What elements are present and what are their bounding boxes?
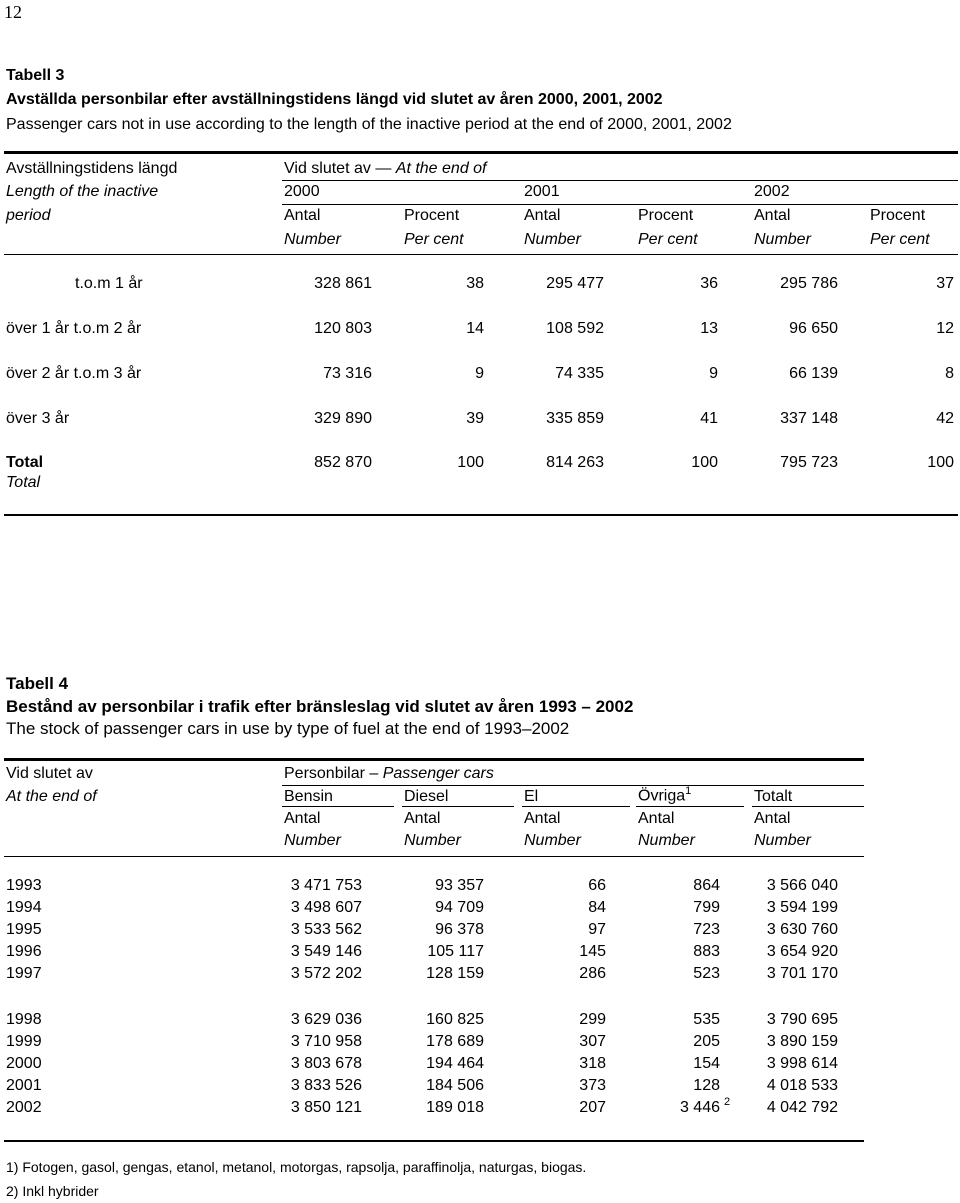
t3-antal-2002: Antal [754,207,791,224]
t4-fuel-ovriga [638,785,691,806]
t4-group-header [284,764,494,784]
table-4-title-en: The stock of passenger cars in use by type of fuel at the end of 1993–2002 [6,719,570,738]
t4-cell: 3 833 526 [290,1077,362,1094]
t3-cell: 328 861 [314,275,372,292]
t4-subrule [752,806,864,807]
t3-antal-2001: Antal [524,207,561,224]
t3-group-header [284,159,487,179]
t3-cell: 13 [700,320,718,337]
t4-cell: 723 [693,921,720,938]
t3-col1-sv: Avställningstidens längd [6,160,178,177]
t4-cell: 373 [579,1077,606,1094]
t4-cell: 3 701 170 [766,965,838,982]
t4-cell: 799 [693,899,720,916]
t4-cell: 4 042 792 [766,1099,838,1116]
t4-number: Number [404,832,461,849]
t4-cell: 3 549 146 [290,943,362,960]
t3-row-label: t.o.m 1 år [75,275,143,292]
t4-cell: 3 850 121 [290,1099,362,1116]
t4-group-en: Passenger cars [382,765,494,782]
t3-total-cell: 814 263 [546,454,604,471]
t3-percent-2001: Per cent [638,231,698,248]
t4-number: Number [284,832,341,849]
t4-cell: 864 [693,877,720,894]
t4-antal: Antal [754,810,791,827]
t4-footnote-ref-2: 2 [724,1096,731,1108]
table-3-title-en: Passenger cars not in use according to the length of the inactive period at the end of 2000, 2001, 2002 [6,116,732,133]
t3-cell: 9 [475,365,484,382]
t3-col1-en-2: period [6,207,51,224]
table-3-bottom-rule [4,514,958,516]
t4-fuel-totalt: Totalt [754,788,793,805]
t4-row-year: 1995 [6,921,42,938]
t3-row-label: över 3 år [6,410,70,427]
t3-cell: 73 316 [323,365,372,382]
t4-cell: 523 [693,965,720,982]
t4-cell: 205 [693,1033,720,1050]
footnote-2: 2) Inkl hybrider [6,1183,99,1199]
t4-cell: 3 803 678 [290,1055,362,1072]
table-3-label: Tabell 3 [6,67,65,84]
t3-cell: 14 [466,320,484,337]
t4-cell: 3 533 562 [290,921,362,938]
t3-cell: 120 803 [314,320,372,337]
t4-cell: 160 825 [426,1011,484,1028]
t3-row-label: över 2 år t.o.m 3 år [6,365,142,382]
t3-row-label: över 1 år t.o.m 2 år [6,320,142,337]
t4-antal: Antal [524,810,561,827]
t3-cell: 66 139 [789,365,838,382]
t3-col1-en: Length of the inactive [6,183,159,200]
t4-subrule [402,806,514,807]
t3-total-cell: 795 723 [780,454,838,471]
t3-year-rule [282,204,958,205]
t4-cell: 189 018 [426,1099,484,1116]
t4-cell: 3 498 607 [290,899,362,916]
t4-subrule [636,806,744,807]
t4-fuel-diesel: Diesel [404,788,449,805]
t4-cell: 154 [693,1055,720,1072]
t3-cell: 36 [700,275,718,292]
page-number: 12 [4,2,22,22]
t3-cell: 37 [936,275,954,292]
t4-number: Number [754,832,811,849]
t4-cell: 3 572 202 [290,965,362,982]
t4-cell: 883 [693,943,720,960]
t4-cell: 3 630 760 [766,921,838,938]
t4-cell: 207 [579,1099,606,1116]
t3-cell: 329 890 [314,410,372,427]
t3-cell: 41 [700,410,718,427]
t4-fuel-ovriga-label: Övriga [638,787,686,805]
t4-cell: 3 594 199 [766,899,838,916]
t4-footnote-ref-1: 1 [685,785,692,797]
t3-cell: 39 [466,410,484,427]
t4-row-year: 2000 [6,1055,42,1072]
t4-row-year: 1993 [6,877,42,894]
t3-antal-2000: Antal [284,207,321,224]
table-3-title-sv: Avställda personbilar efter avställningstidens längd vid slutet av åren 2000, 2001, 2002 [6,91,663,108]
t4-subrule [282,806,394,807]
t4-cell: 128 159 [426,965,484,982]
t3-percent-2000: Per cent [404,231,464,248]
t4-cell: 194 464 [426,1055,484,1072]
t4-row-year: 1999 [6,1033,42,1050]
t4-cell: 4 018 533 [766,1077,838,1094]
t4-fuel-bensin: Bensin [284,788,333,805]
t4-cell: 94 709 [435,899,484,916]
t3-procent-2001: Procent [638,207,694,224]
t4-cell: 318 [579,1055,606,1072]
t3-group-en: At the end of [395,160,487,177]
t3-year-2001: 2001 [524,183,560,200]
t3-year-2002: 2002 [754,183,790,200]
t3-cell: 295 786 [780,275,838,292]
t4-cell: 3 710 958 [290,1033,362,1050]
t4-cell: 299 [579,1011,606,1028]
t4-cell: 96 378 [435,921,484,938]
t3-total-cell: 100 [457,454,484,471]
t3-cell: 38 [466,275,484,292]
t3-procent-2000: Procent [404,207,460,224]
t4-cell: 3 471 753 [290,877,362,894]
t4-cell: 3 566 040 [766,877,838,894]
t4-cell: 3 890 159 [766,1033,838,1050]
t4-cell: 286 [579,965,606,982]
t3-header-rule [4,254,958,255]
t4-cell: 128 [693,1077,720,1094]
t3-year-2000: 2000 [284,183,320,200]
t3-procent-2002: Procent [870,207,926,224]
t4-row-year: 1998 [6,1011,42,1028]
footnote-1: 1) Fotogen, gasol, gengas, etanol, metanol, motorgas, rapsolja, paraffinolja, naturgas, biogas. [6,1159,587,1175]
t4-subrule [522,806,630,807]
table-3-top-rule [4,151,958,154]
t3-total-cell: 852 870 [314,454,372,471]
t3-cell: 337 148 [780,410,838,427]
t4-row-year: 2001 [6,1077,42,1094]
t4-cell: 97 [588,921,606,938]
t4-antal: Antal [404,810,441,827]
t3-total-cell: 100 [691,454,718,471]
t4-cell: 184 506 [426,1077,484,1094]
t4-row-year: 1994 [6,899,42,916]
t3-cell: 12 [936,320,954,337]
t4-cell: 105 117 [427,943,484,960]
table-4-title-sv: Bestånd av personbilar i trafik efter bränsleslag vid slutet av åren 1993 – 2002 [6,697,634,716]
t4-header-rule [4,856,864,857]
t3-cell: 9 [709,365,718,382]
t4-group-sv: Personbilar – [284,765,383,782]
t3-cell: 42 [936,410,954,427]
table-4-bottom-rule [4,1140,864,1142]
t3-cell: 96 650 [789,320,838,337]
t3-cell: 108 592 [546,320,604,337]
t4-cell: 3 654 920 [766,943,838,960]
t4-number: Number [638,832,695,849]
t4-cell: 3 629 036 [290,1011,362,1028]
t3-percent-2002: Per cent [870,231,930,248]
t3-total-label-sv: Total [6,454,44,471]
t4-group-rule [282,785,864,786]
t4-cell: 535 [693,1011,720,1028]
t3-number-2001: Number [524,231,581,248]
t4-cell: 145 [579,943,606,960]
t4-antal: Antal [284,810,321,827]
t4-col1-sv: Vid slutet av [6,765,93,782]
t4-cell: 307 [579,1033,606,1050]
t4-cell: 3 446 [679,1099,720,1116]
t3-total-label-en: Total [6,474,41,491]
t4-row-year: 1996 [6,943,42,960]
t3-number-2000: Number [284,231,341,248]
t4-number: Number [524,832,581,849]
t3-number-2002: Number [754,231,811,248]
table-4-top-rule [4,758,864,761]
t3-cell: 8 [945,365,954,382]
t4-fuel-el: El [524,788,539,805]
t3-cell: 74 335 [555,365,604,382]
t4-cell: 84 [588,899,606,916]
t4-cell: 3 998 614 [766,1055,838,1072]
t3-group-rule [282,180,958,181]
t4-cell: 66 [588,877,606,894]
t4-cell: 3 790 695 [766,1011,838,1028]
t3-cell: 295 477 [546,275,604,292]
t3-group-sv: Vid slutet av — [284,160,396,177]
table-4-label: Tabell 4 [6,674,69,693]
t4-row-year: 2002 [6,1099,42,1116]
t4-cell: 93 357 [435,877,484,894]
t4-cell: 178 689 [426,1033,484,1050]
t4-col1-en: At the end of [6,788,97,805]
t3-cell: 335 859 [546,410,604,427]
t3-total-cell: 100 [927,454,954,471]
t4-antal: Antal [638,810,675,827]
t4-row-year: 1997 [6,965,42,982]
